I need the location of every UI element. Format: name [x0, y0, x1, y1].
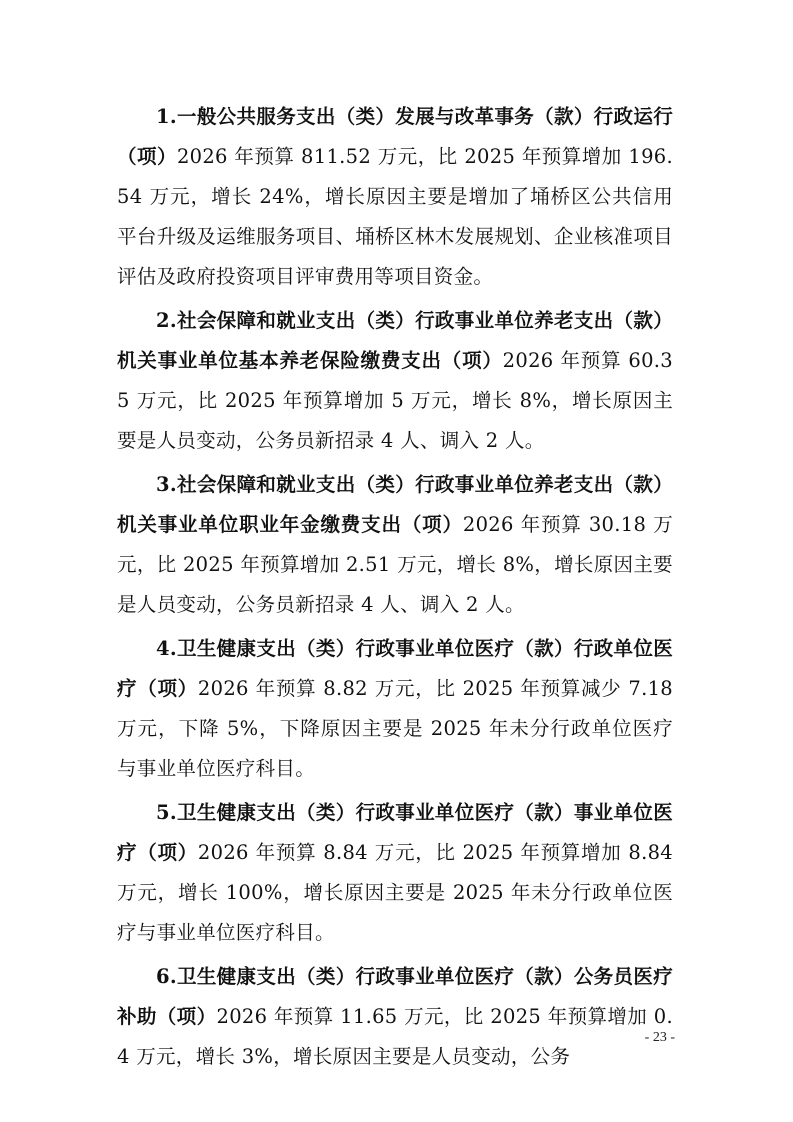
- document-body: [117, 97, 673, 1077]
- paragraph-6-body: 2026 年预算 11.65 万元，比 2025 年预算增加 0.4 万元，增长 3%，增长原因主要是人员变动，公务: [117, 1005, 673, 1068]
- paragraph-1-body: 2026 年预算 811.52 万元，比 2025 年预算增加 196.54 万元，增长 24%，增长原因主要是增加了埇桥区公共信用平台升级及运维服务项目、埇桥区林木发展规划、企业核准项目评估及政府投资项目评审费用等项目资金。: [117, 145, 673, 288]
- paragraph-1: [117, 97, 673, 297]
- paragraph-4: [117, 629, 673, 789]
- paragraph-2: [117, 301, 673, 461]
- paragraph-5-heading: 5.卫生健康支出（类）行政事业单位医疗（款）事业单位医疗（项）: [117, 801, 673, 864]
- paragraph-4-body: 2026 年预算 8.82 万元，比 2025 年预算减少 7.18 万元，下降 5%，下降原因主要是 2025 年未分行政单位医疗与事业单位医疗科目。: [117, 677, 674, 780]
- paragraph-5: [117, 793, 673, 953]
- paragraph-6: [117, 957, 673, 1077]
- paragraph-3: [117, 465, 673, 625]
- paragraph-5-body: 2026 年预算 8.84 万元，比 2025 年预算增加 8.84 万元，增长 100%，增长原因主要是 2025 年未分行政单位医疗与事业单位医疗科目。: [117, 841, 674, 944]
- page-number: - 23 -: [644, 1030, 675, 1045]
- paragraph-3-body: 2026 年预算 30.18 万元，比 2025 年预算增加 2.51 万元，增长 8%，增长原因主要是人员变动，公务员新招录 4 人、调入 2 人。: [117, 513, 673, 616]
- paragraph-6-heading: 6.卫生健康支出（类）行政事业单位医疗（款）公务员医疗补助（项）: [117, 965, 673, 1028]
- paragraph-3-heading: 3.社会保障和就业支出（类）行政事业单位养老支出（款）机关事业单位职业年金缴费支出（项）: [117, 473, 673, 536]
- paragraph-2-heading: 2.社会保障和就业支出（类）行政事业单位养老支出（款）机关事业单位基本养老保险缴费支出（项）: [117, 309, 673, 372]
- paragraph-4-heading: 4.卫生健康支出（类）行政事业单位医疗（款）行政单位医疗（项）: [117, 637, 673, 700]
- paragraph-2-body: 2026 年预算 60.35 万元，比 2025 年预算增加 5 万元，增长 8%，增长原因主要是人员变动，公务员新招录 4 人、调入 2 人。: [117, 349, 674, 452]
- paragraph-1-heading: 1.一般公共服务支出（类）发展与改革事务（款）行政运行（项）: [117, 105, 673, 168]
